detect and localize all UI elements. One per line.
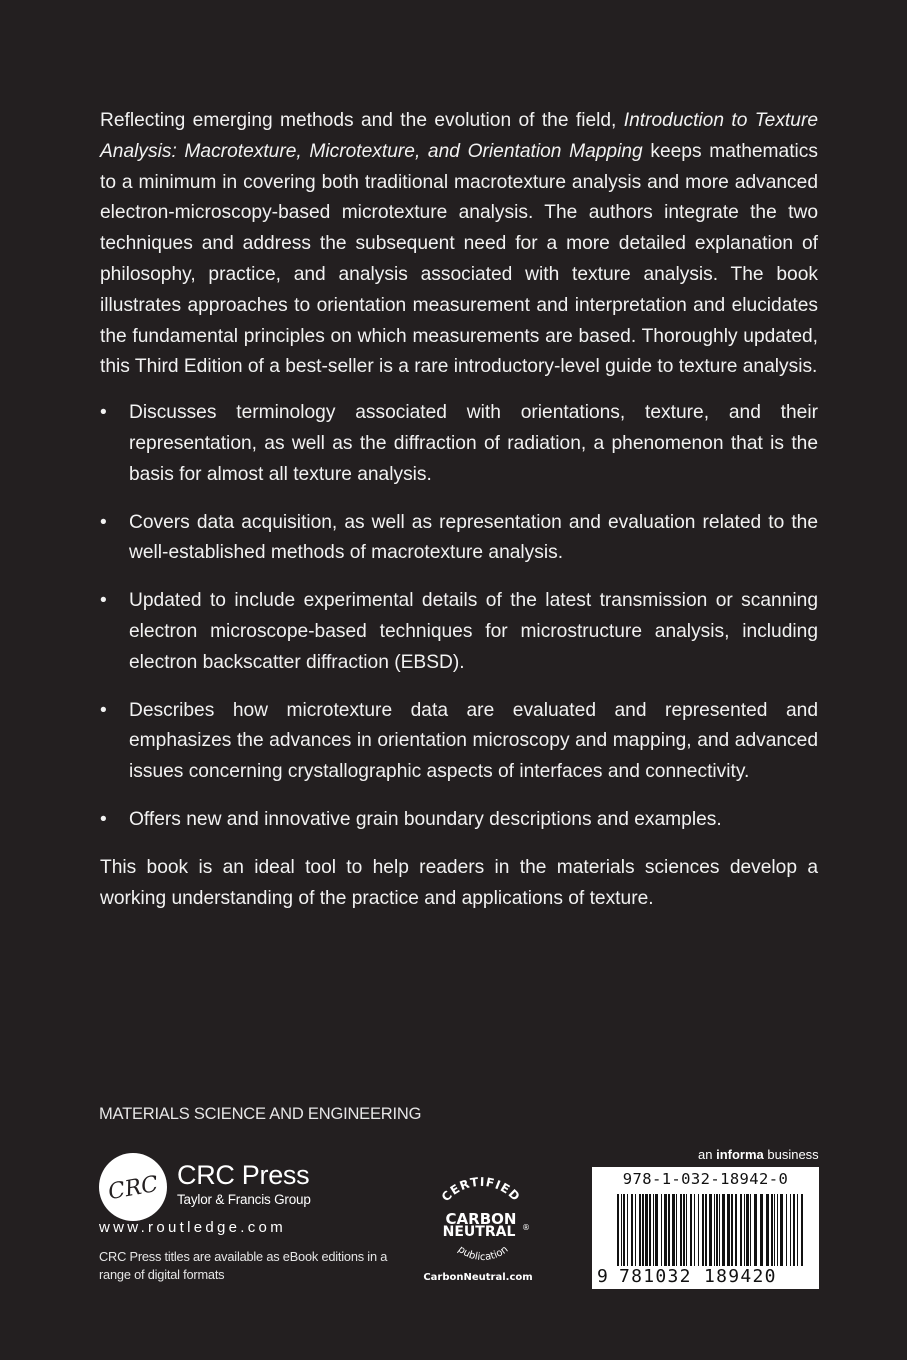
ebook-note: CRC Press titles are available as eBook editions in a range of digital formats [99,1249,388,1282]
publisher-name: CRC Press [177,1160,310,1190]
feature-item [100,805,818,836]
informa-tagline [698,1147,819,1162]
barcode-bars-icon [617,1194,807,1266]
badge-registered-mark: ® [522,1223,530,1232]
feature-list [100,398,818,836]
feature-text: Updated to include experimental details of the latest transmission or scanning electron microscope-based techniques for microstructure analysis, including electron backscatter diffraction (EBSD). [129,590,818,673]
crc-logo-text: CRC [106,1171,161,1206]
bullet-icon: • [100,511,107,533]
badge-neutral-text: NEUTRAL [442,1224,516,1240]
subject-category: MATERIALS SCIENCE AND ENGINEERING [99,1105,422,1123]
bullet-icon: • [100,590,107,612]
bullet-icon: • [100,808,107,830]
feature-text: Describes how microtexture data are evaluated and represented and emphasizes the advances in orientation microscopy and mapping, and advanced issues concerning crystallographic aspects of interfaces and connectivity. [129,699,818,783]
bullet-icon: • [100,699,107,721]
feature-text: Discusses terminology associated with orientations, texture, and their representation, as well as the diffraction of radiation, a phenomenon that is the basis for almost all texture analysis. [129,402,818,485]
feature-item [100,398,818,490]
isbn-barcode [592,1167,819,1289]
intro-paragraph [100,106,818,383]
feature-item [100,586,818,678]
feature-text: Offers new and innovative grain boundary descriptions and examples. [129,808,722,830]
feature-item [100,696,818,788]
feature-text: Covers data acquisition, as well as representation and evaluation related to the well-established methods of macrotexture analysis. [129,511,818,564]
carbon-neutral-badge-icon [422,1170,540,1286]
crc-logo-icon [98,1152,168,1222]
svg-text:publication [456,1244,511,1263]
intro-body-text: keeps mathematics to a minimum in covering both traditional macrotexture analysis and more advanced electron-microscopy-based microtexture analysis. The authors integrate the two techniques and address the subsequent need for a more detailed explanation of philosophy, practice, and analysis associated with texture analysis. The book illustrates approaches to orientation measurement and interpretation and elucidates the fundamental principles on which measurements are based. Thoroughly updated, this Third Edition of a best-seller is a rare introductory-level guide to texture analysis. [100,140,818,378]
svg-text:CERTIFIED [439,1175,523,1204]
feature-item [100,508,818,570]
badge-publication-text: publication [455,1243,511,1264]
publisher-url[interactable]: www.routledge.com [99,1219,286,1236]
informa-prefix: an [698,1147,717,1162]
publisher-group: Taylor & Francis Group [177,1192,311,1207]
closing-paragraph: This book is an ideal tool to help readers in the materials sciences develop a working understanding of the practice and applications of texture. [100,856,818,909]
informa-brand: informa [716,1147,764,1162]
ean-first-digit: 9 [597,1266,608,1287]
ean-digits: 781032 189420 [619,1266,777,1287]
badge-carbon-text: CARBON [445,1210,517,1228]
isbn-number: 978-1-032-18942-0 [622,1170,789,1188]
bullet-icon: • [100,402,107,424]
badge-site-text: CarbonNeutral.com [423,1272,533,1283]
badge-certified-text: CERTIFIED [438,1174,524,1205]
informa-suffix: business [763,1147,819,1162]
back-cover-description [100,106,818,914]
book-title-italic: Introduction to Texture Analysis: Macrotexture, Microtexture, and Orientation Mapping [100,110,818,162]
intro-lead-text: Reflecting emerging methods and the evolution of the field, [100,110,624,131]
